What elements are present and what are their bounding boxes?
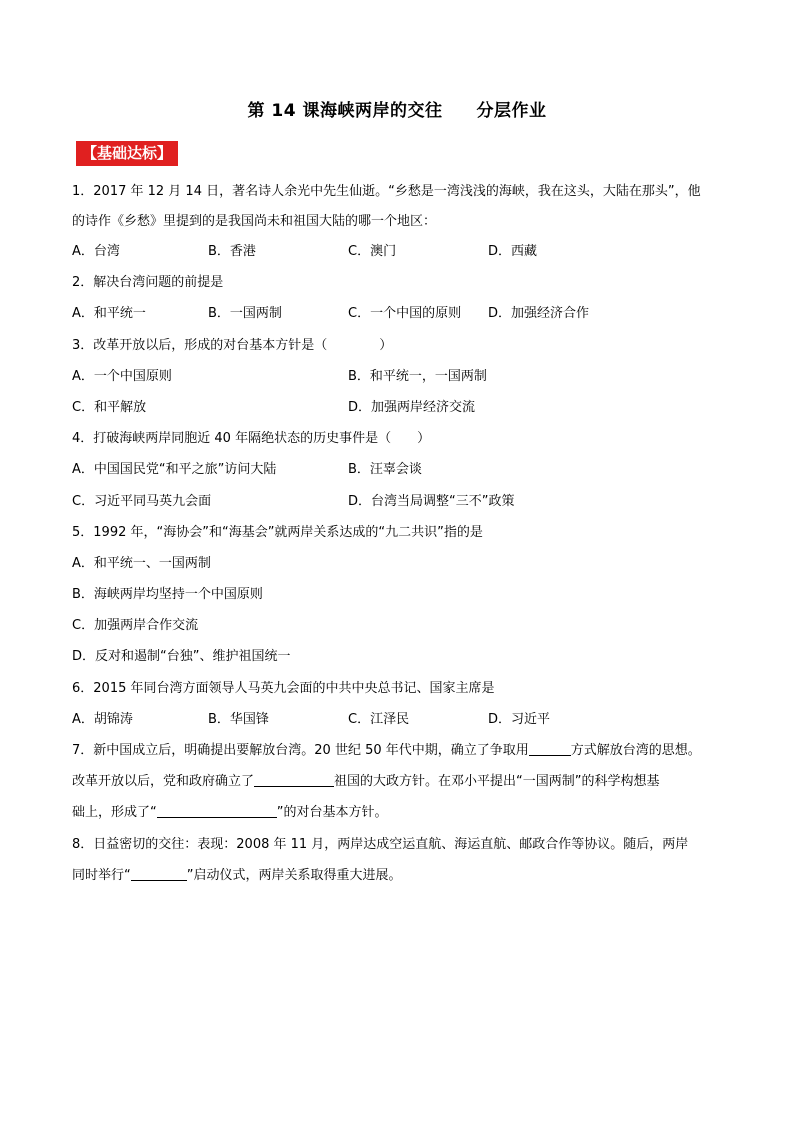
q7-blank-2[interactable]	[254, 772, 334, 787]
title-main: 第 14 课海峡两岸的交往	[247, 101, 443, 121]
q6-option-c: C．江泽民	[348, 712, 410, 727]
q7-line3-text-b: ”的对台基本方针。	[276, 805, 388, 820]
q1-option-c: C．澳门	[348, 244, 397, 259]
q4-stem: 4．打破海峡两岸同胞近 40 年隔绝状态的历史事件是（ ）	[72, 431, 431, 446]
q7-line1-text-a: 7．新中国成立后，明确提出要解放台湾。20 世纪 50 年代中期，确立了争取用	[72, 743, 529, 758]
q5-option-c: C．加强两岸合作交流	[72, 618, 199, 633]
q7-line3-text-a: 础上，形成了“	[72, 805, 157, 820]
q8-line2	[72, 866, 402, 886]
q4-option-b: B．汪辜会谈	[348, 462, 422, 477]
q3-option-a: A．一个中国原则	[72, 369, 172, 384]
q4-option-c: C．习近平同马英九会面	[72, 494, 212, 509]
q8-line1: 8．日益密切的交往：表现：2008 年 11 月，两岸达成空运直航、海运直航、邮政合作等协议。随后，两岸	[72, 837, 689, 852]
q8-blank-1[interactable]	[131, 866, 187, 881]
q7-blank-1[interactable]	[529, 741, 571, 756]
q2-option-d: D．加强经济合作	[488, 306, 590, 321]
q3-stem: 3．改革开放以后，形成的对台基本方针是（ ）	[72, 338, 393, 353]
q1-option-b: B．香港	[208, 244, 256, 259]
q1-option-d: D．西藏	[488, 244, 538, 259]
q1-stem-line2: 的诗作《乡愁》里提到的是我国尚未和祖国大陆的哪一个地区：	[72, 214, 437, 229]
q5-option-b: B．海峡两岸均坚持一个中国原则	[72, 587, 263, 602]
q1-stem-line1: 1．2017 年 12 月 14 日，著名诗人余光中先生仙逝。“乡愁是一湾浅浅的海峡，我在这头，大陆在那头”，他	[72, 184, 701, 199]
title-sub: 分层作业	[476, 101, 547, 121]
q7-line2-text-b: 祖国的大政方针。在邓小平提出“一国两制”的科学构想基	[334, 774, 660, 789]
q6-option-d: D．习近平	[488, 712, 551, 727]
q4-option-a: A．中国国民党“和平之旅”访问大陆	[72, 462, 277, 477]
q7-line1	[72, 741, 701, 761]
q5-option-a: A．和平统一、一国两制	[72, 556, 211, 571]
q3-option-d: D．加强两岸经济交流	[348, 400, 476, 415]
q7-line2	[72, 772, 660, 792]
q7-blank-3[interactable]	[157, 803, 277, 818]
section-badge: 【基础达标】	[76, 141, 178, 166]
q6-option-b: B．华国锋	[208, 712, 269, 727]
q7-line1-text-b: 方式解放台湾的思想。	[570, 743, 701, 758]
q8-line2-text-a: 同时举行“	[72, 868, 131, 883]
q7-line3	[72, 803, 388, 823]
q6-option-a: A．胡锦涛	[72, 712, 133, 727]
q7-line2-text-a: 改革开放以后，党和政府确立了	[72, 774, 255, 789]
q3-option-c: C．和平解放	[72, 400, 147, 415]
q5-option-d: D．反对和遏制“台独”、维护祖国统一	[72, 649, 291, 664]
q3-option-b: B．和平统一，一国两制	[348, 369, 487, 384]
q2-stem: 2．解决台湾问题的前提是	[72, 275, 224, 290]
q2-option-a: A．和平统一	[72, 306, 146, 321]
page-title	[0, 96, 794, 121]
q6-stem: 6．2015 年同台湾方面领导人马英九会面的中共中央总书记、国家主席是	[72, 681, 495, 696]
q2-option-b: B．一国两制	[208, 306, 282, 321]
q8-line2-text-b: ”启动仪式，两岸关系取得重大进展。	[186, 868, 402, 883]
q2-option-c: C．一个中国的原则	[348, 306, 462, 321]
q5-stem: 5．1992 年，“海协会”和“海基会”就两岸关系达成的“九二共识”指的是	[72, 525, 483, 540]
q4-option-d: D．台湾当局调整“三不”政策	[348, 494, 515, 509]
q1-option-a: A．台湾	[72, 244, 120, 259]
